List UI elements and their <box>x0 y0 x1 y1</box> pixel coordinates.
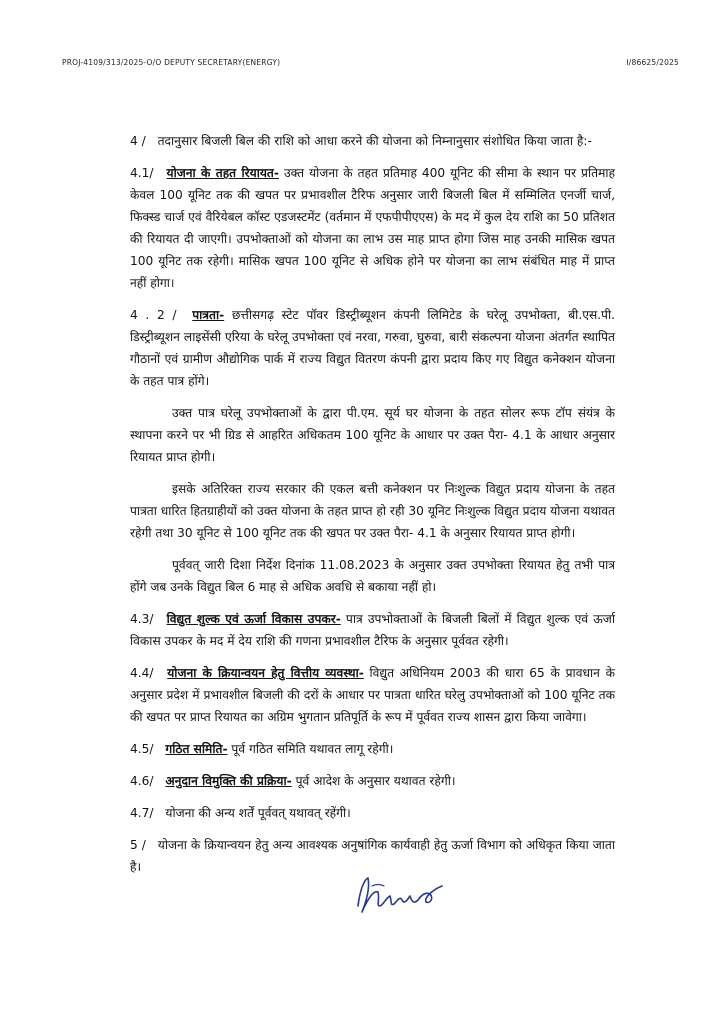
paragraph-text: पूर्व आदेश के अनुसार यथावत रहेगी। <box>295 774 456 788</box>
paragraph-title: विद्युत शुल्क एवं ऊर्जा विकास उपकर- <box>166 612 341 626</box>
paragraph-number: 4 . 2 / <box>130 308 177 322</box>
document-number: I/86625/2025 <box>626 58 679 67</box>
paragraph-number: 4.1/ <box>130 166 154 180</box>
paragraph-4-2-solar: उक्त पात्र घरेलू उपभोक्ताओं के द्वारा पी.एम. सूर्य घर योजना के तहत सोलर रूफ टॉप संयंत्र के स्थापना करने पर भी ग्रिड से आहरित अधिकतम 100 यूनिट के आधार पर उक्त पैरा- 4.1 के आधार अनुसार रियायत प्राप्त होगी। <box>130 406 615 464</box>
paragraph-number: 4 / <box>130 134 146 148</box>
paragraph-text: विद्युत अधिनियम 2003 की धारा 65 के प्रावधान के अनुसार प्रदेश में प्रभावशील बिजली की दरों के आधार पर पात्रता धारित घरेलु उपभोक्ताओं को 100 यूनिट तक की खपत पर प्राप्त रियायत का अग्रिम भुगतान प्रतिपूर्ति के रूप में पूर्ववत राज्य शासन द्वारा किया जावेगा। <box>130 666 615 724</box>
paragraph-text: योजना के क्रियान्वयन हेतु अन्य आवश्यक अनुषांगिक कार्यवाही हेतु ऊर्जा विभाग को अधिकृत किया जाता है। <box>130 838 616 874</box>
paragraph-4-3 <box>130 608 615 652</box>
paragraph-number: 4.5/ <box>130 742 154 756</box>
paragraph-4-1 <box>130 162 615 294</box>
paragraph-4-2-single-light: इसके अतिरिक्त राज्य सरकार की एकल बत्ती कनेक्शन पर निःशुल्क विद्युत प्रदाय योजना के तहत पात्रता धारित हितग्राहीयों को उक्त योजना के तहत प्राप्त हो रही 30 यूनिट निःशुल्क विद्युत प्रदाय योजना यथावत रहेगी तथा 30 यूनिट से 100 यूनिट तक की खपत पर उक्त पैरा- 4.1 के अनुसार रियायत प्राप्त होगी। <box>130 482 615 540</box>
letter-body <box>130 130 615 888</box>
paragraph-4-4 <box>130 662 615 728</box>
paragraph-text: पूर्व गठित समिति यथावत लागू रहेगी। <box>231 742 394 756</box>
signature-icon <box>350 872 460 922</box>
paragraph-number: 4.3/ <box>130 612 154 626</box>
paragraph-title: योजना के तहत रियायत- <box>166 166 279 180</box>
paragraph-title: योजना के क्रियान्वयन हेतु वित्तीय व्यवस्था- <box>167 666 364 680</box>
paragraph-text: छत्तीसगढ़ स्टेट पॉवर डिस्ट्रीब्यूशन कंपनी लिमिटेड के घरेलू उपभोक्ता, बी.एस.पी. डिस्ट्रीब्यूशन लाइसेंसी एरिया के घरेलू उपभोक्ता एवं नरवा, गरुवा, घुरुवा, बारी संकल्पना योजना अंतर्गत स्थापित गौठानों एवं ग्रामीण औद्योगिक पार्क में राज्य विद्युत वितरण कंपनी द्वारा प्रदाय किए गए विद्युत कनेक्शन योजना के तहत पात्र होंगे। <box>130 308 616 388</box>
paragraph-4-7 <box>130 802 615 824</box>
paragraph-number: 4.6/ <box>130 774 154 788</box>
paragraph-text: योजना की अन्य शर्तें पूर्ववत् यथावत् रहेंगी। <box>165 806 351 820</box>
paragraph-4-5 <box>130 738 615 760</box>
paragraph-4-2 <box>130 304 615 392</box>
paragraph-4 <box>130 130 615 152</box>
paragraph-text: उक्त योजना के तहत प्रतिमाह 400 यूनिट की सीमा के स्थान पर प्रतिमाह केवल 100 यूनिट तक की खपत पर प्रभावशील टैरिफ अनुसार जारी बिजली बिल में सम्मिलित एनर्जी चार्ज, फिक्स्ड चार्ज एवं वैरियेबल कॉस्ट एडजस्टमेंट (वर्तमान में एफपीपीएएस) के मद में कुल देय राशि का 50 प्रतिशत की रियायत दी जाएगी। उपभोक्ताओं को योजना का लाभ उस माह प्राप्त होगा जिस माह उनकी मासिक खपत 100 यूनिट तक रहेगी। मासिक खपत 100 यूनिट से अधिक होने पर योजना का लाभ संबंधित माह में प्राप्त नहीं होगा। <box>130 166 616 290</box>
paragraph-text: तदानुसार बिजली बिल की राशि को आधा करने की योजना को निम्नानुसार संशोधित किया जाता है:- <box>157 134 592 148</box>
paragraph-number: 4.4/ <box>130 666 154 680</box>
file-reference: PROJ-4109/313/2025-O/O DEPUTY SECRETARY(ENERGY) <box>62 58 281 67</box>
paragraph-4-2-dues: पूर्ववत् जारी दिशा निर्देश दिनांक 11.08.2023 के अनुसार उक्त उपभोक्ता रियायत हेतु तभी पात्र होंगे जब उनके विद्युत बिल 6 माह से अधिक अवधि से बकाया नहीं हो। <box>130 558 615 594</box>
paragraph-4-6 <box>130 770 615 792</box>
paragraph-title: अनुदान विमुक्ति की प्रक्रिया- <box>165 774 292 788</box>
paragraph-number: 5 / <box>130 838 146 852</box>
paragraph-title: पात्रता- <box>192 308 225 322</box>
paragraph-number: 4.7/ <box>130 806 154 820</box>
paragraph-title: गठित समिति- <box>165 742 228 756</box>
paragraph-text: पात्र उपभोक्ताओं के बिजली बिलों में विद्युत शुल्क एवं ऊर्जा विकास उपकर के मद में देय राशि की गणना प्रभावशील टैरिफ के अनुसार पूर्ववत रहेगी। <box>130 612 615 648</box>
